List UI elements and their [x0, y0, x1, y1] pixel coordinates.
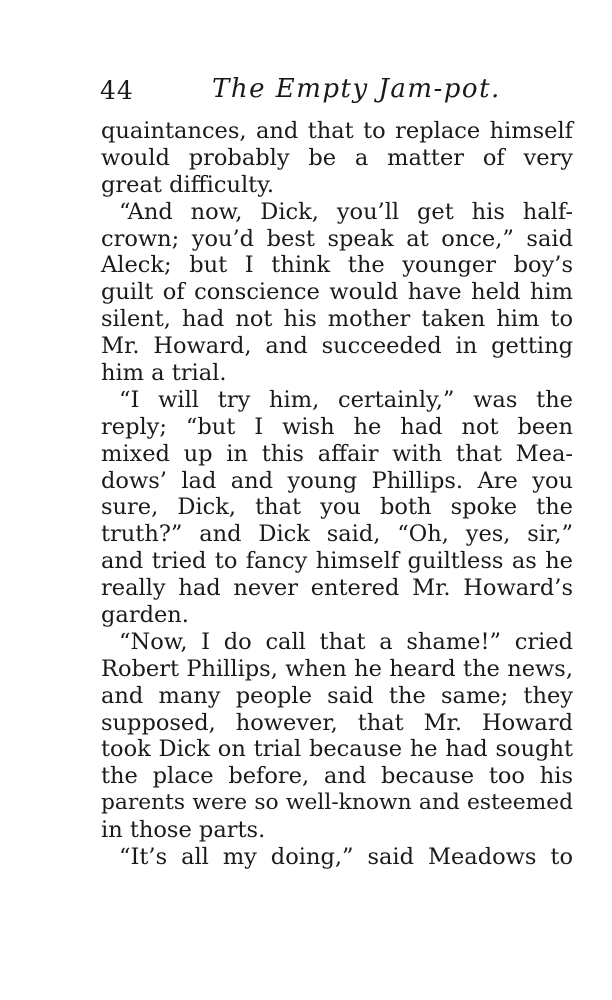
text-line: sure, Dick, that you both spoke the: [101, 494, 573, 521]
text-line: and many people said the same; they: [101, 682, 573, 709]
text-line: crown; you’d best speak at once,” said: [101, 225, 573, 252]
text-line: truth?” and Dick said, “Oh, yes, sir,”: [101, 521, 573, 548]
text-line: Robert Phillips, when he heard the news,: [101, 655, 573, 682]
text-line: mixed up in this affair with that Mea-: [101, 440, 573, 467]
text-line: parents were so well-known and esteemed: [101, 790, 573, 816]
text-line: in those parts.: [101, 817, 266, 844]
text-line: took Dick on trial because he had sought: [101, 736, 573, 763]
text-line: Mr. Howard, and succeeded in getting: [101, 333, 573, 360]
running-title: The Empty Jam-pot.: [212, 74, 501, 104]
page-number: 44: [100, 76, 134, 105]
text-line: the place before, and because too his: [101, 763, 573, 790]
text-line: would probably be a matter of very: [101, 144, 573, 171]
body-text: [101, 118, 573, 871]
text-line: garden.: [101, 602, 189, 629]
text-line: reply; “but I wish he had not been: [101, 413, 573, 440]
text-line: great difficulty.: [101, 171, 275, 198]
text-line: “Now, I do call that a shame!” cried: [119, 628, 573, 655]
text-line: Aleck; but I think the younger boy’s: [101, 252, 573, 279]
text-line: “And now, Dick, you’ll get his half-: [119, 198, 573, 225]
text-line: him a trial.: [101, 360, 227, 387]
text-line: really had never entered Mr. Howard’s: [101, 575, 573, 602]
text-line: silent, had not his mother taken him to: [101, 306, 573, 333]
page-header: [100, 74, 574, 110]
text-line: “It’s all my doing,” said Meadows to: [119, 844, 573, 871]
text-line: and tried to fancy himself guiltless as he: [101, 548, 573, 575]
text-line: quaintances, and that to replace himself: [101, 118, 573, 144]
text-line: guilt of conscience would have held him: [101, 279, 573, 306]
text-line: dows’ lad and young Phillips. Are you: [101, 467, 573, 494]
text-line: “I will try him, certainly,” was the: [119, 386, 573, 413]
text-line: supposed, however, that Mr. Howard: [101, 709, 573, 736]
